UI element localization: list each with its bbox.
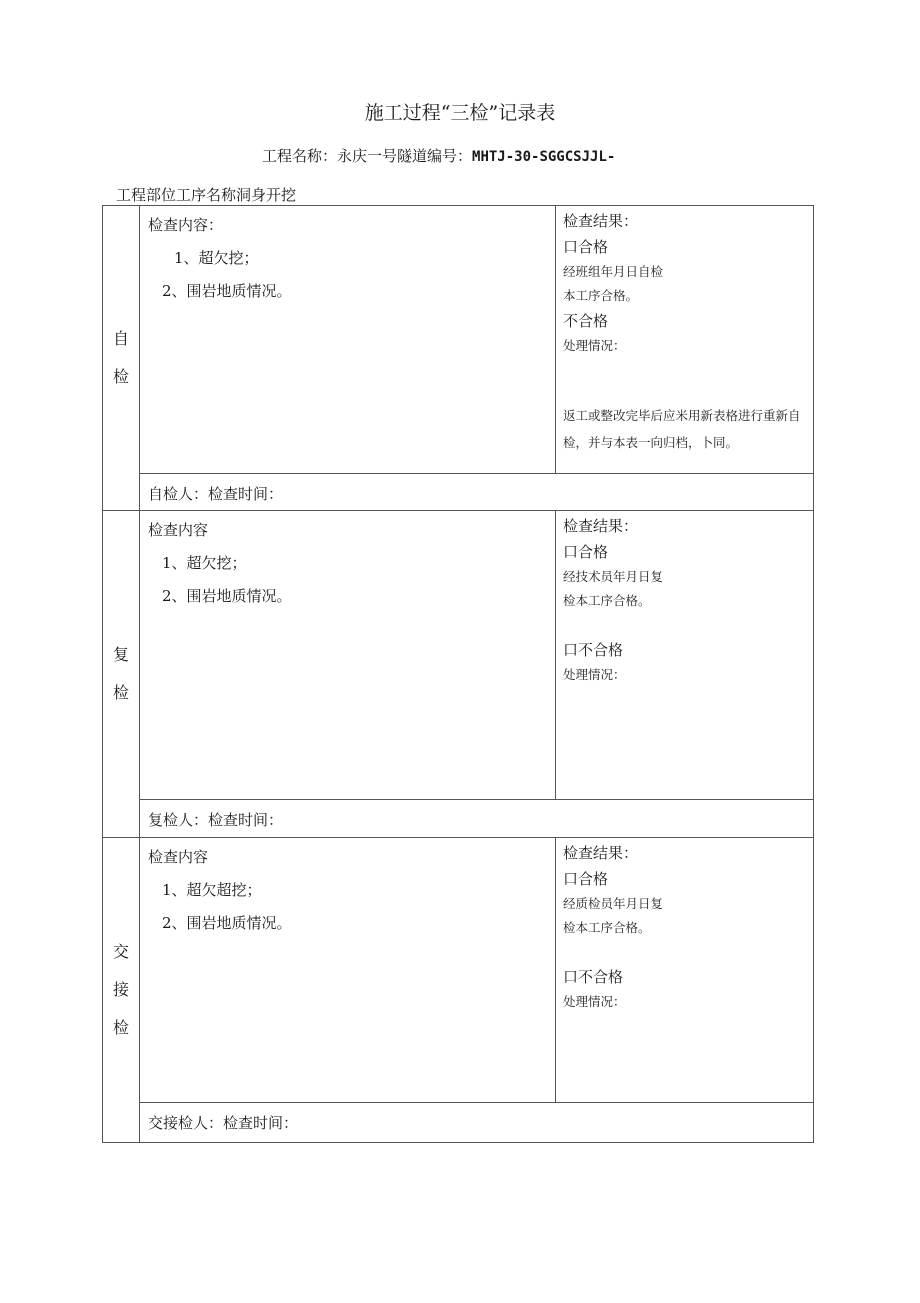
handover-check-row [103, 838, 814, 1103]
self-check-footer: 自检人：检查时间： [140, 474, 814, 511]
pass-checkbox-label: 口合格 [563, 238, 609, 256]
result-title: 检查结果： [563, 212, 639, 230]
self-check-side-label: 自 检 [103, 206, 140, 511]
check-item: 2、围岩地质情况。 [162, 587, 292, 605]
recheck-content [140, 511, 556, 800]
recheck-footer: 复检人：检查时间： [140, 800, 814, 838]
recheck-result [556, 511, 814, 800]
pass-note: 经技术员年月日复 [563, 569, 664, 584]
fail-checkbox-label: 口不合格 [563, 968, 624, 986]
handover-check-footer: 交接检人：检查时间： [140, 1103, 814, 1143]
fail-checkbox-label: 口不合格 [563, 641, 624, 659]
check-item: 1、超欠挖； [162, 554, 247, 572]
handover-check-side-label: 交 接 检 [103, 838, 140, 1143]
pass-checkbox-label: 口合格 [563, 870, 609, 888]
recheck-side-label: 复 检 [103, 511, 140, 838]
self-check-content [140, 206, 556, 474]
fail-label: 不合格 [563, 312, 609, 330]
result-title: 检查结果： [563, 517, 639, 535]
handling-label: 处理情况： [563, 994, 626, 1009]
handling-label: 处理情况： [563, 338, 626, 353]
handling-label: 处理情况： [563, 667, 626, 682]
check-item: 1、超欠挖； [174, 249, 259, 267]
content-title: 检查内容 [148, 848, 209, 866]
result-title: 检查结果： [563, 844, 639, 862]
self-check-result [556, 206, 814, 474]
project-line [262, 145, 615, 166]
location-line: 工程部位工序名称洞身开挖 [116, 186, 297, 204]
pass-note: 经质检员年月日复 [563, 896, 664, 911]
check-item: 1、超欠超挖； [162, 881, 262, 899]
rework-note: 返工或整改完毕后应米用新表格进行重新自检，并与本表一向归档，卜同。 [563, 408, 801, 450]
self-check-row [103, 206, 814, 474]
pass-note: 检本工序合格。 [563, 920, 651, 935]
pass-note: 经班组年月日自检 [563, 264, 664, 279]
check-item: 2、围岩地质情况。 [162, 282, 292, 300]
content-title: 检查内容： [148, 216, 224, 234]
handover-check-content [140, 838, 556, 1103]
check-item: 2、围岩地质情况。 [162, 914, 292, 932]
recheck-row [103, 511, 814, 800]
inspection-table [102, 205, 814, 1143]
content-title: 检查内容 [148, 521, 209, 539]
pass-checkbox-label: 口合格 [563, 543, 609, 561]
pass-note: 本工序合格。 [563, 288, 639, 303]
handover-check-result [556, 838, 814, 1103]
document-title: 施工过程“三检”记录表 [364, 102, 556, 124]
project-name-and-number-label: 工程名称：永庆一号隧道编号： [262, 147, 473, 165]
project-code: MHTJ-30-SGGCSJJL- [472, 149, 616, 165]
pass-note: 检本工序合格。 [563, 593, 651, 608]
